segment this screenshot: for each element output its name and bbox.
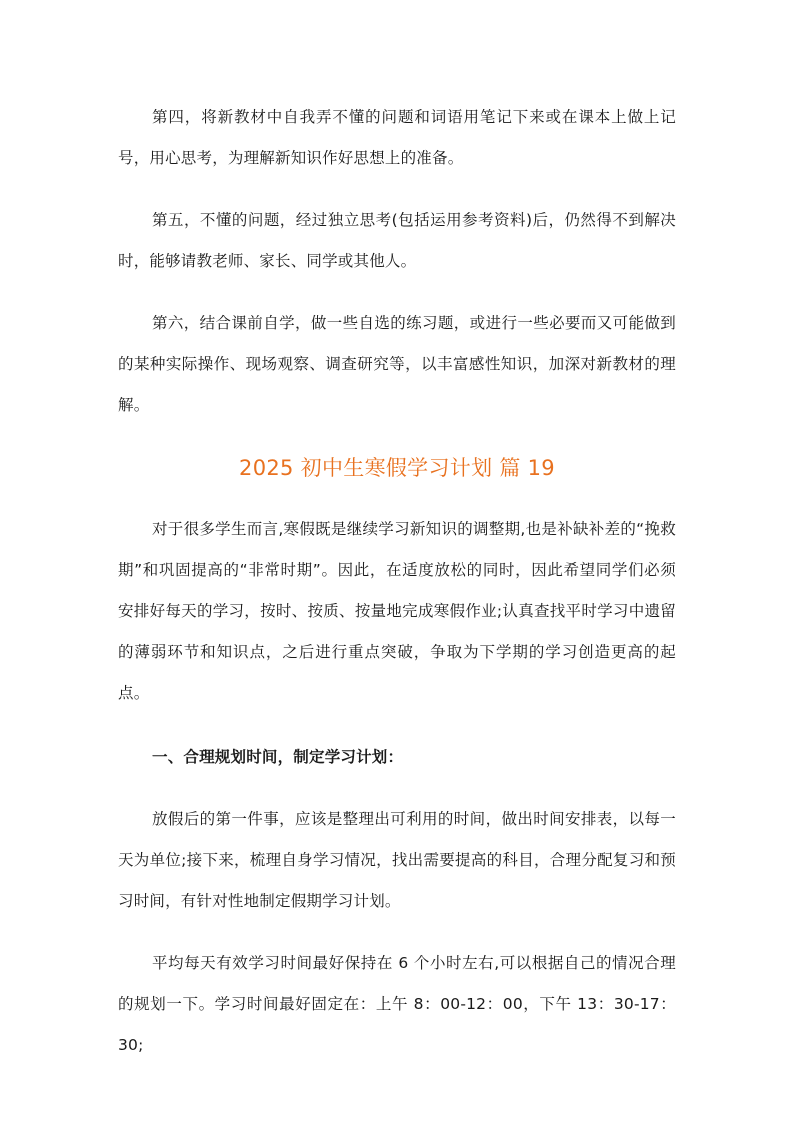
paragraph-study-time: 平均每天有效学习时间最好保持在 6 个小时左右,可以根据自己的情况合理的规划一下。学习时间最好固定在：上午 8：00-12：00，下午 13：30-17：30; (118, 954, 676, 1054)
paragraph-intro: 对于很多学生而言,寒假既是继续学习新知识的调整期,也是补缺补差的“挽救期”和巩固提高的“非常时期”。因此，在适度放松的同时，因此希望同学们必须安排好每天的学习，按时、按质、按量地完成寒假作业;认真查找平时学习中遗留的薄弱环节和知识点，之后进行重点突破，争取为下学期的学习创造更高的起点。 (118, 520, 676, 702)
paragraph-plan: 放假后的第一件事，应该是整理出可利用的时间，做出时间安排表，以每一天为单位;接下来，梳理自身学习情况，找出需要提高的科目，合理分配复习和预习时间，有针对性地制定假期学习计划。 (118, 810, 676, 910)
section-title: 2025 初中生寒假学习计划 篇 19 (239, 456, 555, 480)
paragraph-step-four: 第四，将新教材中自我弄不懂的问题和词语用笔记下来或在课本上做上记号，用心思考，为理解新知识作好思想上的准备。 (118, 108, 676, 167)
paragraph-step-five: 第五，不懂的问题，经过独立思考(包括运用参考资料)后，仍然得不到解决时，能够请教老师、家长、同学或其他人。 (118, 211, 676, 270)
heading-plan-time: 一、合理规划时间，制定学习计划： (152, 748, 404, 766)
paragraph-step-six: 第六，结合课前自学，做一些自选的练习题，或进行一些必要而又可能做到的某种实际操作、现场观察、调查研究等，以丰富感性知识，加深对新教材的理解。 (118, 314, 676, 414)
